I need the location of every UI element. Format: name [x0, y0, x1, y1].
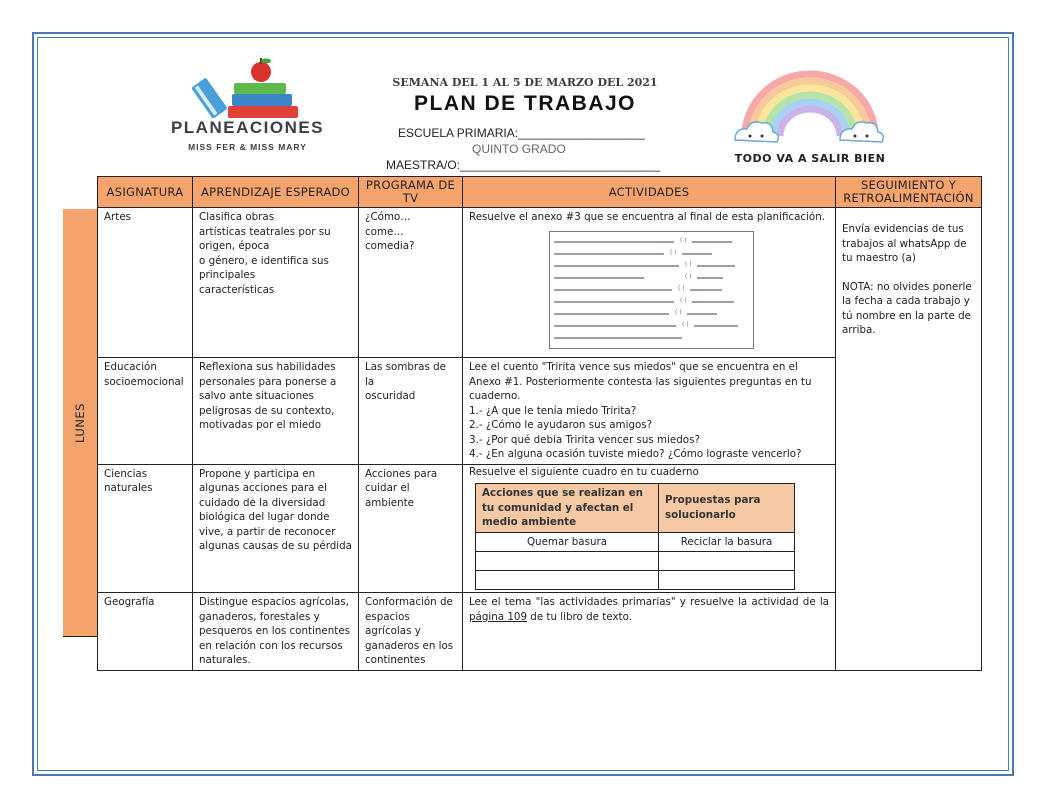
env-header-proposals: Propuestas para solucionarlo [659, 484, 795, 533]
teacher-field: MAESTRA/O:______________________________ [386, 158, 661, 172]
week-label: SEMANA DEL 1 AL 5 DE MARZO DEL 2021 [392, 76, 658, 89]
env-cell [659, 552, 795, 571]
followup-note: NOTA: no olvides ponerle la fecha a cada trabajo y tú nombre en la parte de arriba. [842, 280, 972, 336]
school-field: ESCUELA PRIMARIA:___________________ [398, 126, 645, 140]
col-learning: APRENDIZAJE ESPERADO [193, 177, 359, 208]
col-program: PROGRAMA DE TV [359, 177, 463, 208]
activity-text: Lee el tema "las actividades primarias" y resuelve la actividad de la [469, 596, 829, 608]
env-cell [476, 552, 659, 571]
learning-cell: Distingue espacios agrícolas, ganaderos, forestales y pesqueros en los continentes en relación con los recursos naturales. [193, 593, 359, 671]
books-apple-icon [160, 58, 335, 118]
program-cell: Conformación de espacios agrícolas y ganaderos en los continentes [359, 593, 463, 671]
subject-cell: Educación socioemocional [98, 358, 193, 465]
table-row [98, 208, 982, 358]
col-followup: SEGUIMIENTO Y RETROALIMENTACIÓN [836, 177, 982, 208]
day-label: LUNES [73, 402, 87, 443]
page-title: PLAN DE TRABAJO [413, 92, 636, 115]
logo-subtitle: MISS FER & MISS MARY [188, 142, 307, 152]
activity-text: de tu libro de texto. [527, 610, 632, 623]
program-cell: Acciones para cuidar el ambiente [359, 464, 463, 593]
activity-cell [463, 208, 836, 358]
env-cell [659, 571, 795, 590]
worksheet-image: ( ) ( ) ( ) ( ) ( ) ( ) ( ) ( ) [549, 231, 754, 349]
table-header-row [98, 177, 982, 208]
planeaciones-logo [160, 58, 335, 158]
page-link[interactable]: página 109 [469, 610, 528, 623]
learning-cell: Clasifica obras artísticas teatrales por su origen, época o género, e identifica sus principales características [193, 208, 359, 358]
program-cell: Las sombras de la oscuridad [359, 358, 463, 465]
rainbow-caption: TODO VA A SALIR BIEN [734, 152, 886, 165]
subject-cell: Artes [98, 208, 193, 358]
day-band-bottom-line [63, 636, 97, 637]
col-subject: ASIGNATURA [98, 177, 193, 208]
program-cell: ¿Cómo… come… comedia? [359, 208, 463, 358]
activity-cell [463, 464, 836, 593]
followup-cell [836, 208, 982, 671]
rainbow-icon [730, 56, 890, 151]
grade-label: QUINTO GRADO [472, 142, 566, 156]
subject-cell: Geografía [98, 593, 193, 671]
logo-title: PLANEACIONES [170, 118, 325, 137]
plan-table [97, 176, 982, 671]
col-activities: ACTIVIDADES [463, 177, 836, 208]
environment-table-image [475, 483, 795, 590]
activity-cell: Lee el cuento "Tririta vence sus miedos" que se encuentra en el Anexo #1. Posteriormente contesta las siguientes preguntas en tu cuaderno. 1.- ¿A que le tenía miedo Tririta? 2.- ¿Cómo le ayudaron sus amigos? 3.- ¿Por qué debía Tririta vencer sus miedos? 4.- ¿En alguna ocasión tuviste miedo? ¿Cómo lograste vencerlo? [463, 358, 836, 465]
activity-text: Resuelve el anexo #3 que se encuentra al final de esta planificación. [469, 211, 826, 223]
learning-cell: Propone y participa en algunas acciones para el cuidado de la diversidad biológica del lugar donde vive, a partir de reconocer algunas causas de su pérdida [193, 464, 359, 593]
env-cell: Reciclar la basura [659, 532, 795, 552]
activity-cell [463, 593, 836, 671]
env-cell [476, 571, 659, 590]
subject-cell: Ciencias naturales [98, 464, 193, 593]
followup-text: Envía evidencias de tus trabajos al whatsApp de tu maestro (a) [842, 223, 967, 264]
env-cell: Quemar basura [476, 532, 659, 552]
rainbow-illustration [730, 56, 890, 166]
activity-text: Resuelve el siguiente cuadro en tu cuaderno [469, 465, 699, 478]
learning-cell: Reflexiona sus habilidades personales para ponerse a salvo ante situaciones peligrosas de su contexto, motivadas por el miedo [193, 358, 359, 465]
env-header-actions: Acciones que se realizan en tu comunidad y afectan el medio ambiente [476, 484, 659, 533]
